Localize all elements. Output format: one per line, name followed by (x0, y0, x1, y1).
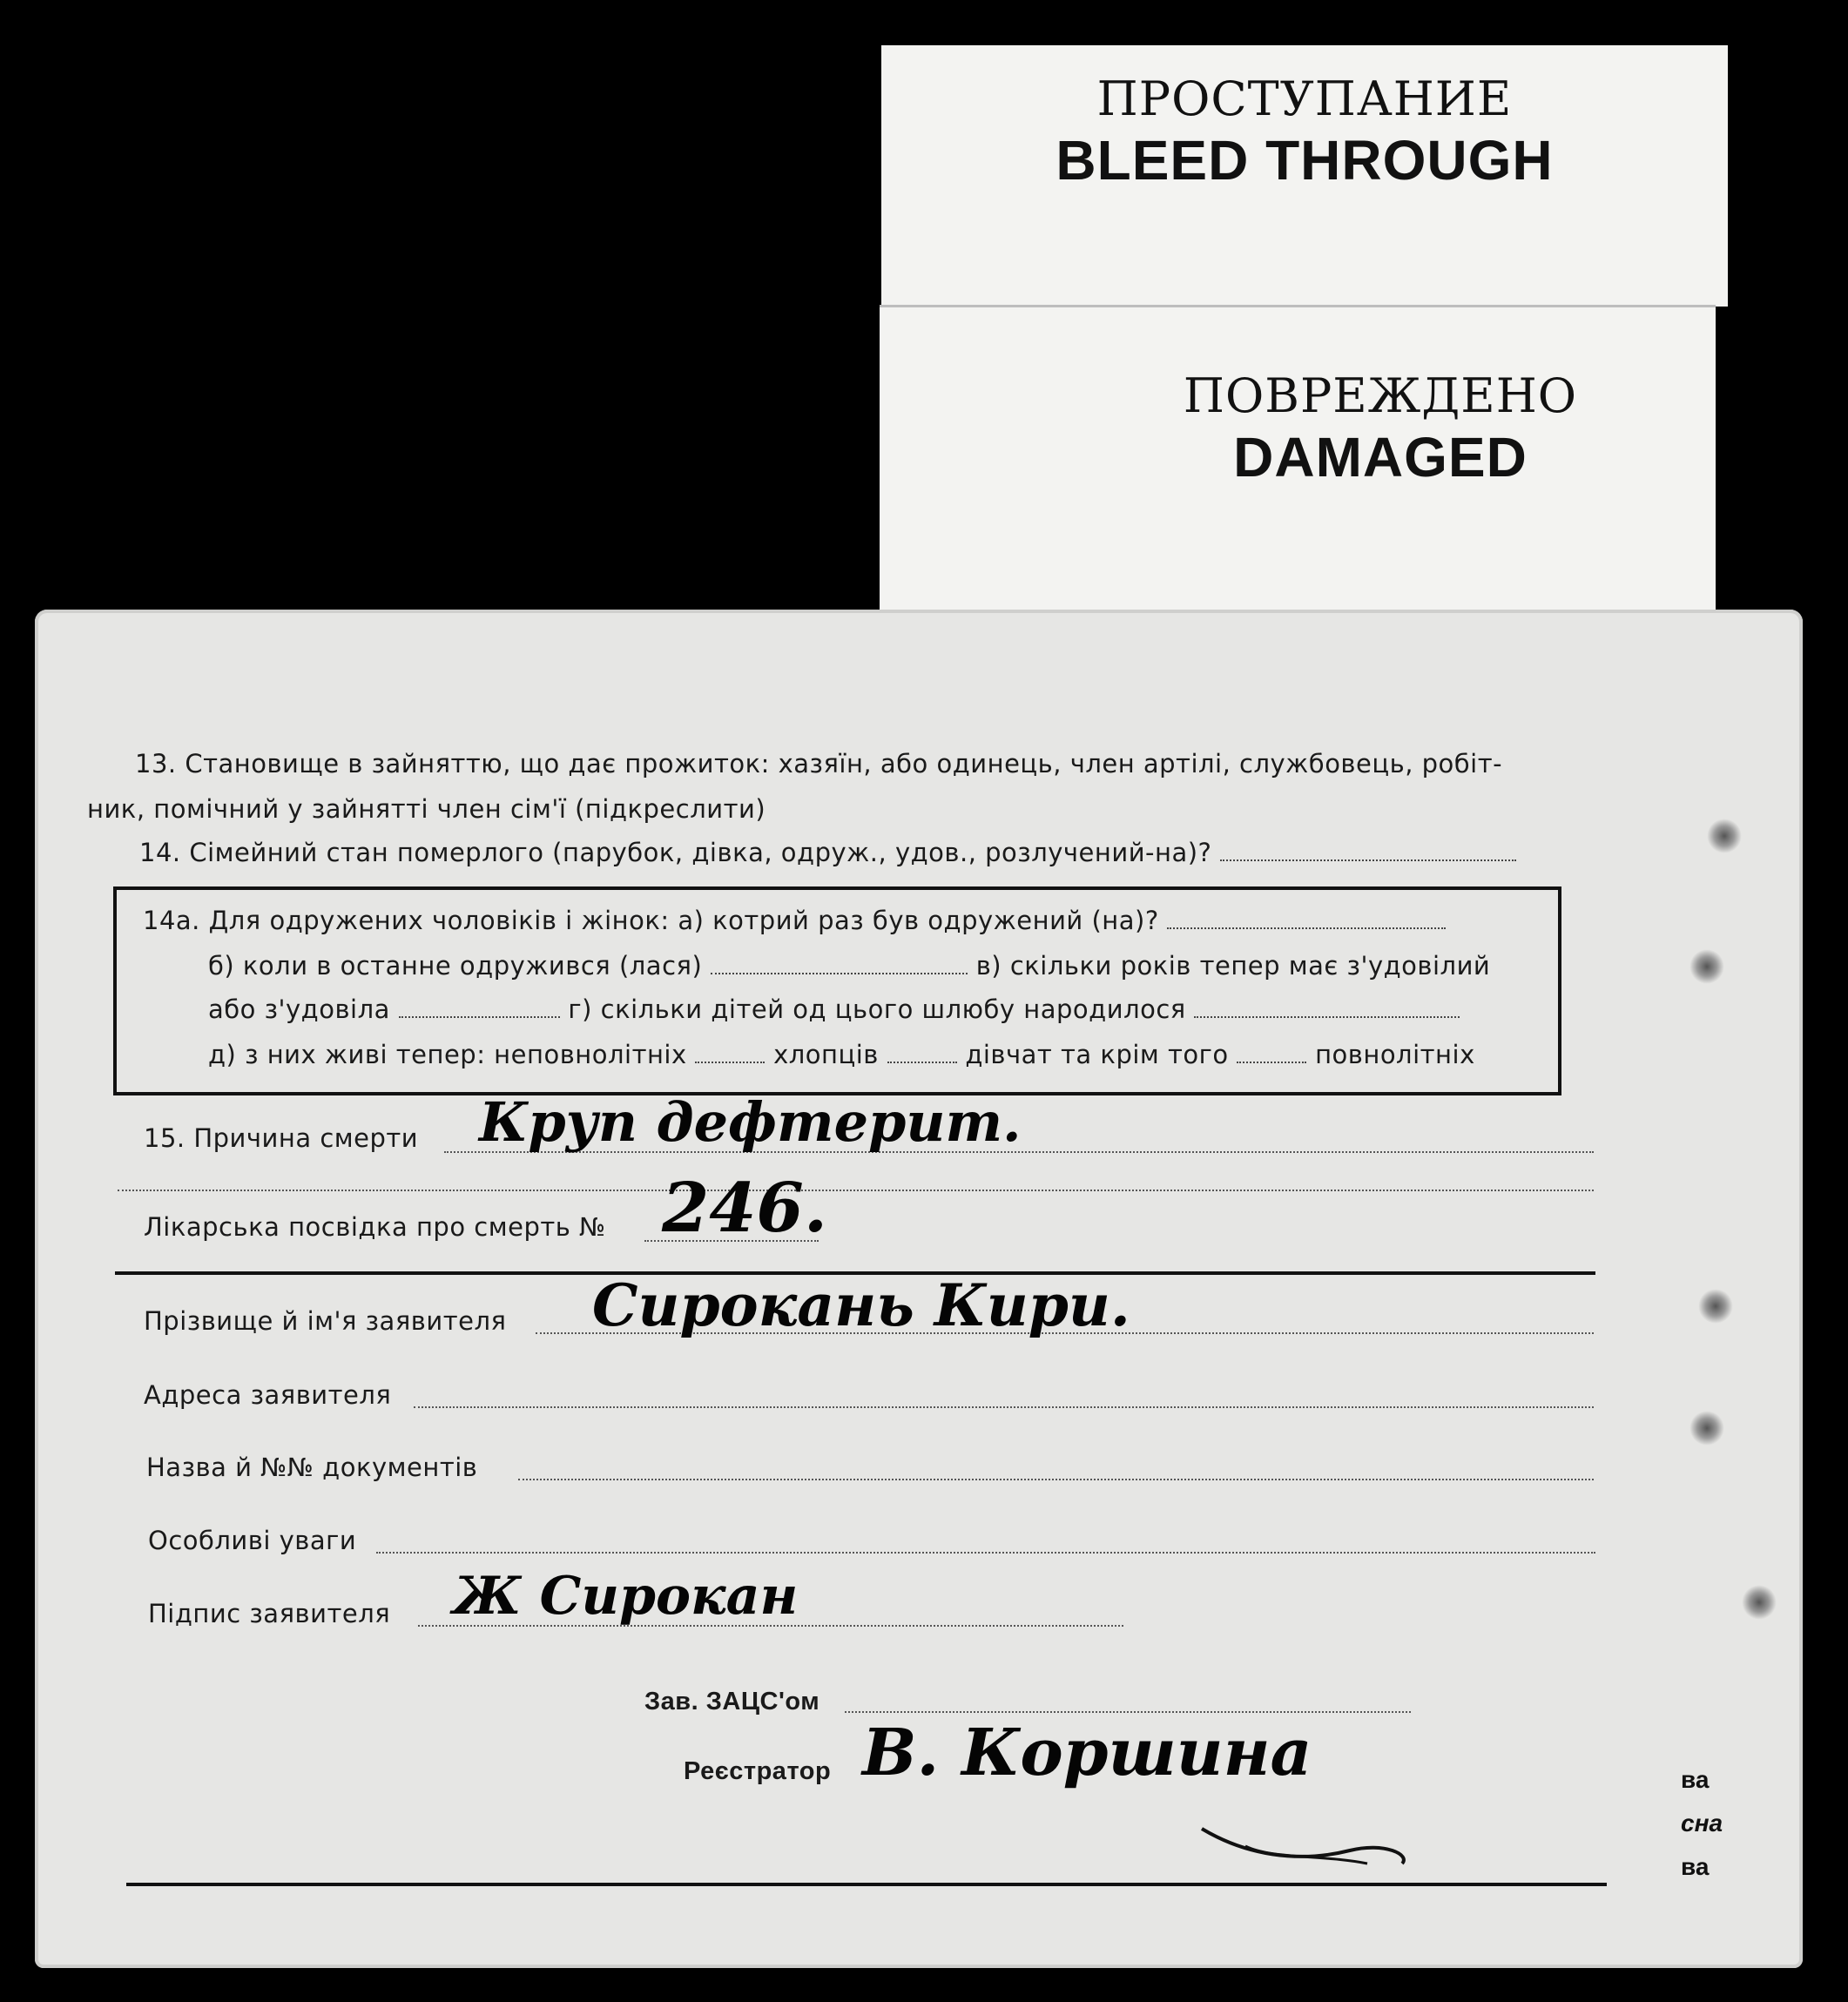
applicant-name-label: Прізвище й ім'я заявителя (144, 1306, 507, 1336)
question-14a-widowed-label: або з'удовіла (208, 994, 390, 1024)
documents-label: Назва й №№ документів (146, 1453, 478, 1482)
registrar-signature-handwritten: В. Коршина (862, 1716, 1312, 1790)
death-record-form (35, 610, 1803, 1968)
edge-text-3: ва (1681, 1853, 1710, 1880)
damage-mark (1690, 1411, 1724, 1446)
head-of-registry-rule (845, 1711, 1411, 1713)
damaged-en: DAMAGED (1233, 426, 1528, 489)
signature-label: Підпис заявителя (148, 1599, 391, 1628)
damage-mark (1690, 949, 1724, 984)
bleed-through-ru: ПРОСТУПАНИЕ (1096, 71, 1513, 126)
question-14a-v-label: в) скільки років тепер має з'удовілий (975, 951, 1491, 981)
damaged-ru: ПОВРЕЖДЕНО (1183, 368, 1578, 423)
edge-text-2: сна (1681, 1810, 1723, 1837)
question-14a-blank-a (1167, 927, 1446, 929)
question-14a-blank-girls (1237, 1062, 1306, 1063)
certificate-number-handwritten: 246. (662, 1169, 827, 1248)
question-14a-line3 (208, 994, 1460, 1024)
question-13-line1: 13. Становище в зайняттю, що дає прожиток: хазяїн, або одинець, член артілі, службовець, робіт- (135, 749, 1503, 779)
question-14a-d-label: д) з них живі тепер: неповнолітніх (208, 1040, 687, 1069)
section-divider-bottom (126, 1883, 1607, 1886)
question-13-line2: ник, помічний у зайнятті член сім'ї (підкреслити) (87, 794, 766, 824)
question-14a-blank-minors (695, 1062, 765, 1063)
head-of-registry-label: Зав. ЗАЦС'ом (644, 1688, 820, 1716)
remarks-label: Особливі уваги (148, 1526, 357, 1555)
question-14a-b-label: б) коли в останне одружився (лася) (208, 951, 703, 981)
question-14a-adults-label: повнолітніх (1315, 1040, 1475, 1069)
damage-mark (1742, 1585, 1777, 1620)
edge-text-1: ва (1681, 1766, 1710, 1793)
bleed-through-notice (881, 45, 1728, 307)
question-14a-blank-g (1194, 1016, 1460, 1018)
remarks-rule (376, 1552, 1595, 1554)
bleed-through-en: BLEED THROUGH (1056, 129, 1554, 192)
question-14 (139, 838, 1516, 867)
question-14a-blank-v (399, 1016, 560, 1018)
question-15-rule-2 (118, 1190, 1594, 1191)
question-14a-blank-b (711, 973, 968, 974)
applicant-address-rule (414, 1406, 1594, 1408)
question-14a-blank-boys (887, 1062, 957, 1063)
question-14a-line2 (208, 951, 1490, 981)
question-14a-g-label: г) скільки дітей од цього шлюбу народилося (568, 994, 1186, 1024)
documents-rule (518, 1479, 1594, 1480)
question-14a-line1 (143, 906, 1446, 935)
damage-mark (1698, 1289, 1733, 1324)
question-14a-label: 14а. Для одружених чоловіків і жінок: а) котрий раз був одружений (на)? (143, 906, 1159, 935)
registrar-label: Реєстратор (684, 1757, 832, 1785)
question-14-blank (1220, 859, 1516, 861)
registrar-signature-flourish (1193, 1803, 1428, 1872)
cause-of-death-handwritten: Круп дефтерит. (479, 1090, 1022, 1154)
question-14a-line4 (208, 1040, 1475, 1069)
question-14-label: 14. Сімейний стан померлого (парубок, дівка, одруж., удов., розлучений-на)? (139, 838, 1212, 867)
question-14a-boys-label: хлопців (773, 1040, 879, 1069)
applicant-name-handwritten: Сирокань Кири. (592, 1271, 1130, 1339)
applicant-address-label: Адреса заявителя (144, 1380, 392, 1410)
damaged-notice (880, 305, 1716, 612)
certificate-label: Лікарська посвідка про смерть № (144, 1212, 606, 1242)
question-15-label: 15. Причина смерти (144, 1123, 419, 1153)
damage-mark (1707, 819, 1742, 853)
question-14a-girls-label: дівчат та крім того (965, 1040, 1229, 1069)
question-14a-box (113, 886, 1561, 1095)
applicant-signature-handwritten: Ж Сирокан (453, 1566, 799, 1627)
